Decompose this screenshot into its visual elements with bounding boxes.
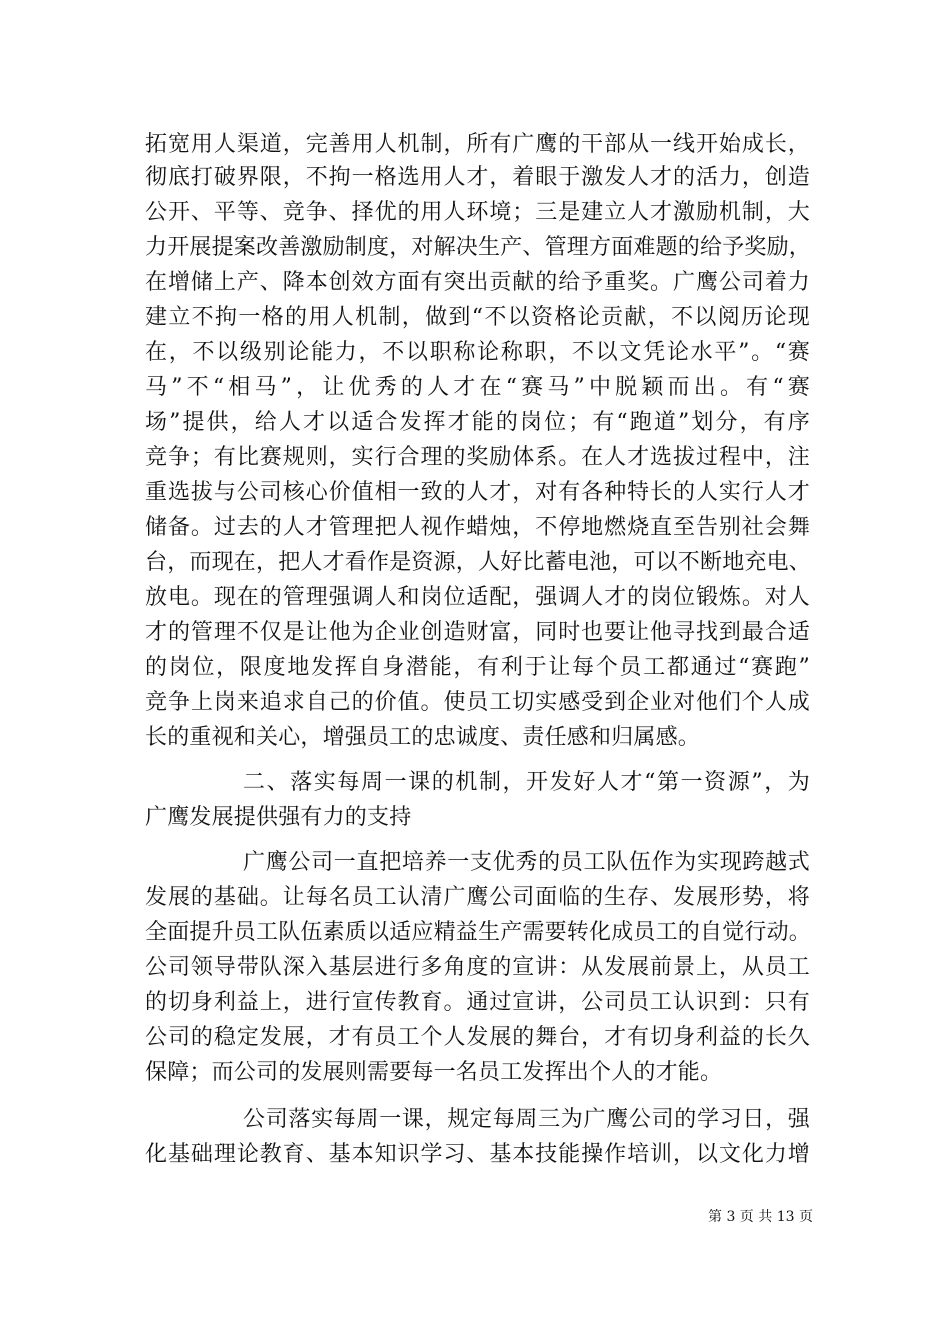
text-line: 马”不“相马”，让优秀的人才在“赛马”中脱颖而出。有“赛 bbox=[145, 375, 810, 400]
text-line: 台，而现在，把人才看作是资源，人好比蓄电池，可以不断地充电、 bbox=[145, 550, 812, 575]
text-line: 拓宽用人渠道，完善用人机制，所有广鹰的干部从一线开始成长， bbox=[145, 132, 810, 157]
text-line: 的岗位，限度地发挥自身潜能，有利于让每个员工都通过“赛跑” bbox=[145, 655, 810, 680]
text-line: 长的重视和关心，增强员工的忠诚度、责任感和归属感。 bbox=[145, 725, 701, 750]
text-line: 力开展提案改善激励制度，对解决生产、管理方面难题的给予奖励， bbox=[145, 235, 812, 260]
text-line: 公司的稳定发展，才有员工个人发展的舞台，才有切身利益的长久 bbox=[145, 1025, 810, 1050]
text-line: 储备。过去的人才管理把人视作蜡烛，不停地燃烧直至告别社会舞 bbox=[145, 515, 810, 540]
text-line: 二、落实每周一课的机制，开发好人才“第一资源”，为 bbox=[243, 770, 810, 795]
text-line: 彻底打破界限，不拘一格选用人才，着眼于激发人才的活力，创造 bbox=[145, 165, 810, 190]
text-line: 才的管理不仅是让他为企业创造财富，同时也要让他寻找到最合适 bbox=[145, 620, 810, 645]
text-line: 重选拔与公司核心价值相一致的人才，对有各种特长的人实行人才 bbox=[145, 480, 810, 505]
text-line: 公司落实每周一课，规定每周三为广鹰公司的学习日，强 bbox=[243, 1107, 810, 1132]
text-line: 广鹰发展提供强有力的支持 bbox=[145, 805, 412, 830]
text-line: 化基础理论教育、基本知识学习、基本技能操作培训，以文化力增 bbox=[145, 1142, 810, 1167]
text-line: 公开、平等、竞争、择优的用人环境；三是建立人才激励机制，大 bbox=[145, 200, 810, 225]
text-line: 全面提升员工队伍素质以适应精益生产需要转化成员工的自觉行动。 bbox=[145, 920, 812, 945]
text-line: 发展的基础。让每名员工认清广鹰公司面临的生存、发展形势，将 bbox=[145, 885, 810, 910]
text-line: 建立不拘一格的用人机制，做到“不以资格论贡献，不以阅历论现 bbox=[145, 305, 810, 330]
text-line: 放电。现在的管理强调人和岗位适配，强调人才的岗位锻炼。对人 bbox=[145, 585, 810, 610]
text-line: 在，不以级别论能力，不以职称论称职，不以文凭论水平”。“赛 bbox=[145, 340, 810, 365]
text-line: 的切身利益上，进行宣传教育。通过宣讲，公司员工认识到：只有 bbox=[145, 990, 810, 1015]
text-line: 保障；而公司的发展则需要每一名员工发挥出个人的才能。 bbox=[145, 1060, 723, 1085]
text-line: 场”提供，给人才以适合发挥才能的岗位；有“跑道”划分，有序 bbox=[145, 410, 810, 435]
text-line: 竞争上岗来追求自己的价值。使员工切实感受到企业对他们个人成 bbox=[145, 690, 810, 715]
text-line: 竞争；有比赛规则，实行合理的奖励体系。在人才选拔过程中，注 bbox=[145, 445, 810, 470]
text-line: 广鹰公司一直把培养一支优秀的员工队伍作为实现跨越式 bbox=[243, 850, 810, 875]
page-number: 第 3 页 共 13 页 bbox=[708, 1209, 813, 1225]
text-line: 在增储上产、降本创效方面有突出贡献的给予重奖。广鹰公司着力 bbox=[145, 270, 810, 295]
text-line: 公司领导带队深入基层进行多角度的宣讲：从发展前景上，从员工 bbox=[145, 955, 810, 980]
